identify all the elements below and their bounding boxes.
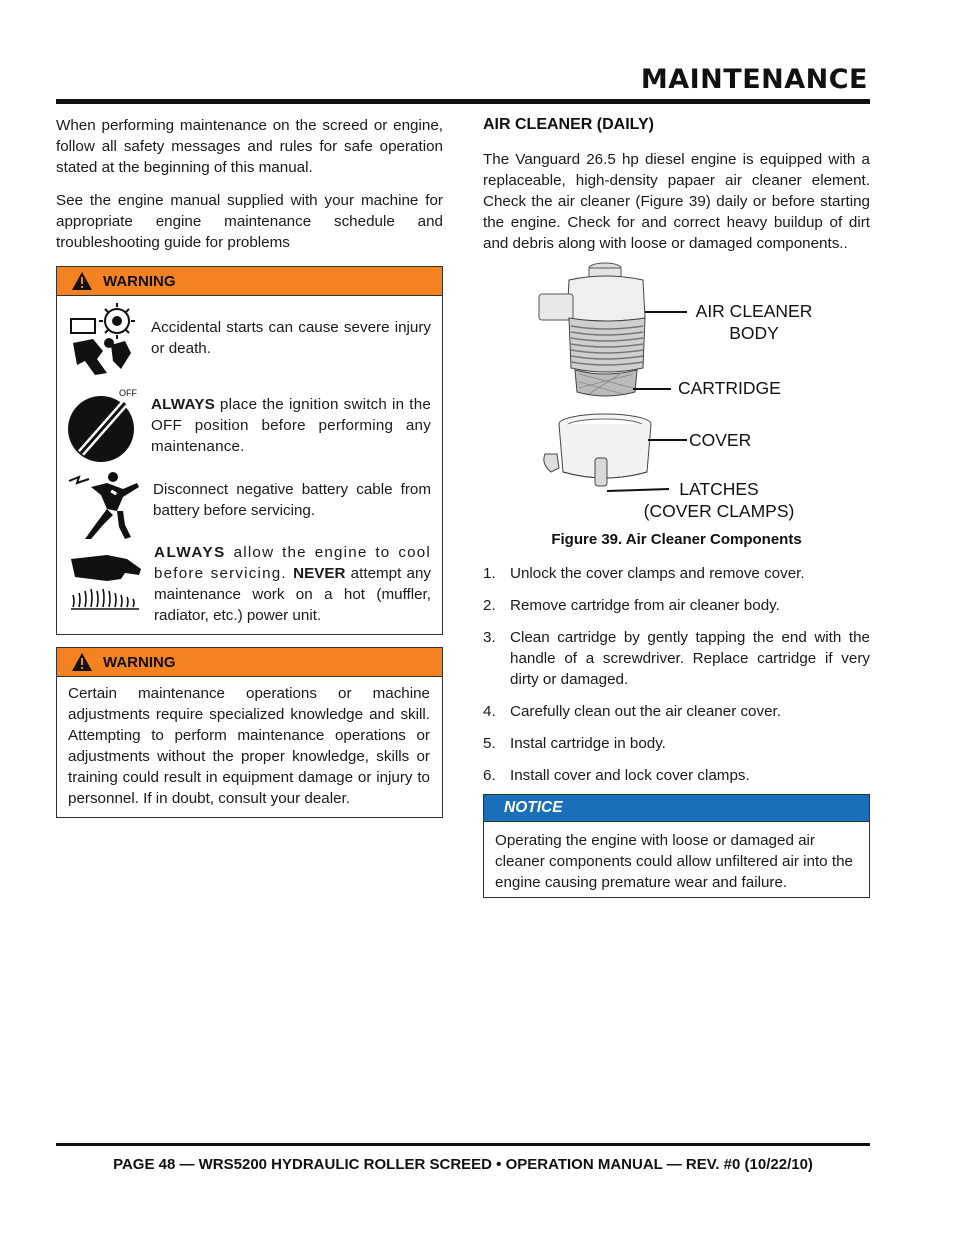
warning-label-1: WARNING xyxy=(103,273,176,290)
warning1-item2-text xyxy=(151,394,431,457)
list-item: 6. Install cover and lock cover clamps. xyxy=(483,767,750,784)
warning1-item4-text xyxy=(154,542,431,626)
warning-label-2: WARNING xyxy=(103,654,176,671)
label-latches xyxy=(637,478,801,522)
warning1-item4-mid: allow the engine to cool before servicing. xyxy=(154,544,431,582)
list-item: 2. Remove cartridge from air cleaner body. xyxy=(483,597,780,614)
warning1-item4-rest: attempt any maintenance work on a hot (muffler, radiator, etc.) power unit. xyxy=(154,565,431,624)
page-title: MAINTENANCE xyxy=(640,64,868,95)
notice-text: Operating the engine with loose or damaged air cleaner components could allow unfiltered air into the engine causing premature wear and failure. xyxy=(495,832,853,891)
notice-box xyxy=(483,794,870,898)
air-cleaner-figure xyxy=(483,258,870,528)
warning-header-2 xyxy=(57,648,442,677)
warning-header-1 xyxy=(57,267,442,296)
footer-rule xyxy=(56,1143,870,1146)
steps-list xyxy=(483,563,870,786)
warning2-text: Certain maintenance operations or machine adjustments require specialized knowledge and skill. Attempting to perform maintenance operations or adjustments without the proper knowledge, skills or training could result in equipment damage or injury to personnel. If in doubt, consult your dealer. xyxy=(68,685,430,807)
label-cartridge: CARTRIDGE xyxy=(678,378,781,398)
accidental-start-icon xyxy=(67,299,143,377)
warning1-item1-text: Accidental starts can cause severe injury or death. xyxy=(151,319,431,357)
ignition-key-icon xyxy=(67,387,143,465)
warning-box-1 xyxy=(56,266,443,635)
header-rule xyxy=(56,99,870,104)
page-footer: PAGE 48 — WRS5200 HYDRAULIC ROLLER SCREED • OPERATION MANUAL — REV. #0 (10/22/10) xyxy=(113,1156,813,1173)
list-item: 3. Clean cartridge by gently tapping the end with the handle of a screwdriver. Replace cartridge if very dirty or damaged. xyxy=(483,629,870,688)
list-item: 4. Carefully clean out the air cleaner cover. xyxy=(483,703,781,720)
list-item: 5. Instal cartridge in body. xyxy=(483,735,666,752)
label-cover: COVER xyxy=(689,430,752,450)
intro-paragraph-2: See the engine manual supplied with your machine for appropriate engine maintenance schedule and troubleshooting guide for problems xyxy=(56,192,443,251)
left-intro xyxy=(56,115,443,253)
air-cleaner-section xyxy=(483,116,870,254)
warning-triangle-icon xyxy=(71,652,93,672)
section-title: AIR CLEANER (DAILY) xyxy=(483,116,654,133)
warning-box-2 xyxy=(56,647,443,818)
air-cleaner-intro: The Vanguard 26.5 hp diesel engine is equipped with a replaceable, high-density papaer air cleaner element. Check the air cleaner (Figure 39) daily or before starting the engine. Check for and correct heavy buildup of dirt and debris along with loose or damaged components.. xyxy=(483,151,870,252)
label-air-cleaner-body xyxy=(689,300,819,344)
steps-list-container xyxy=(483,563,870,797)
hot-surface-icon xyxy=(67,549,143,615)
notice-header xyxy=(484,795,869,822)
list-item: 1. Unlock the cover clamps and remove cover. xyxy=(483,565,805,582)
label-body-line2: BODY xyxy=(729,323,779,343)
figure-caption: Figure 39. Air Cleaner Components xyxy=(551,531,802,548)
always-strong-1: ALWAYS xyxy=(151,396,215,413)
label-body-line1: AIR CLEANER xyxy=(695,301,813,321)
off-icon-label: OFF xyxy=(119,388,137,398)
always-strong-2: ALWAYS xyxy=(154,544,226,561)
warning1-item3-text: Disconnect negative battery cable from battery before servicing. xyxy=(153,481,431,519)
label-latches-line1: LATCHES xyxy=(679,479,759,499)
label-latches-line2: (COVER CLAMPS) xyxy=(643,501,795,521)
never-strong: NEVER xyxy=(293,565,346,582)
warning1-item2-rest: place the ignition switch in the OFF position before performing any maintenance. xyxy=(151,396,431,455)
electric-shock-icon xyxy=(67,471,143,541)
intro-paragraph-1: When performing maintenance on the screed or engine, follow all safety messages and rules for safe operation stated at the beginning of this manual. xyxy=(56,117,443,176)
warning-triangle-icon xyxy=(71,271,93,291)
notice-label: NOTICE xyxy=(504,799,563,816)
